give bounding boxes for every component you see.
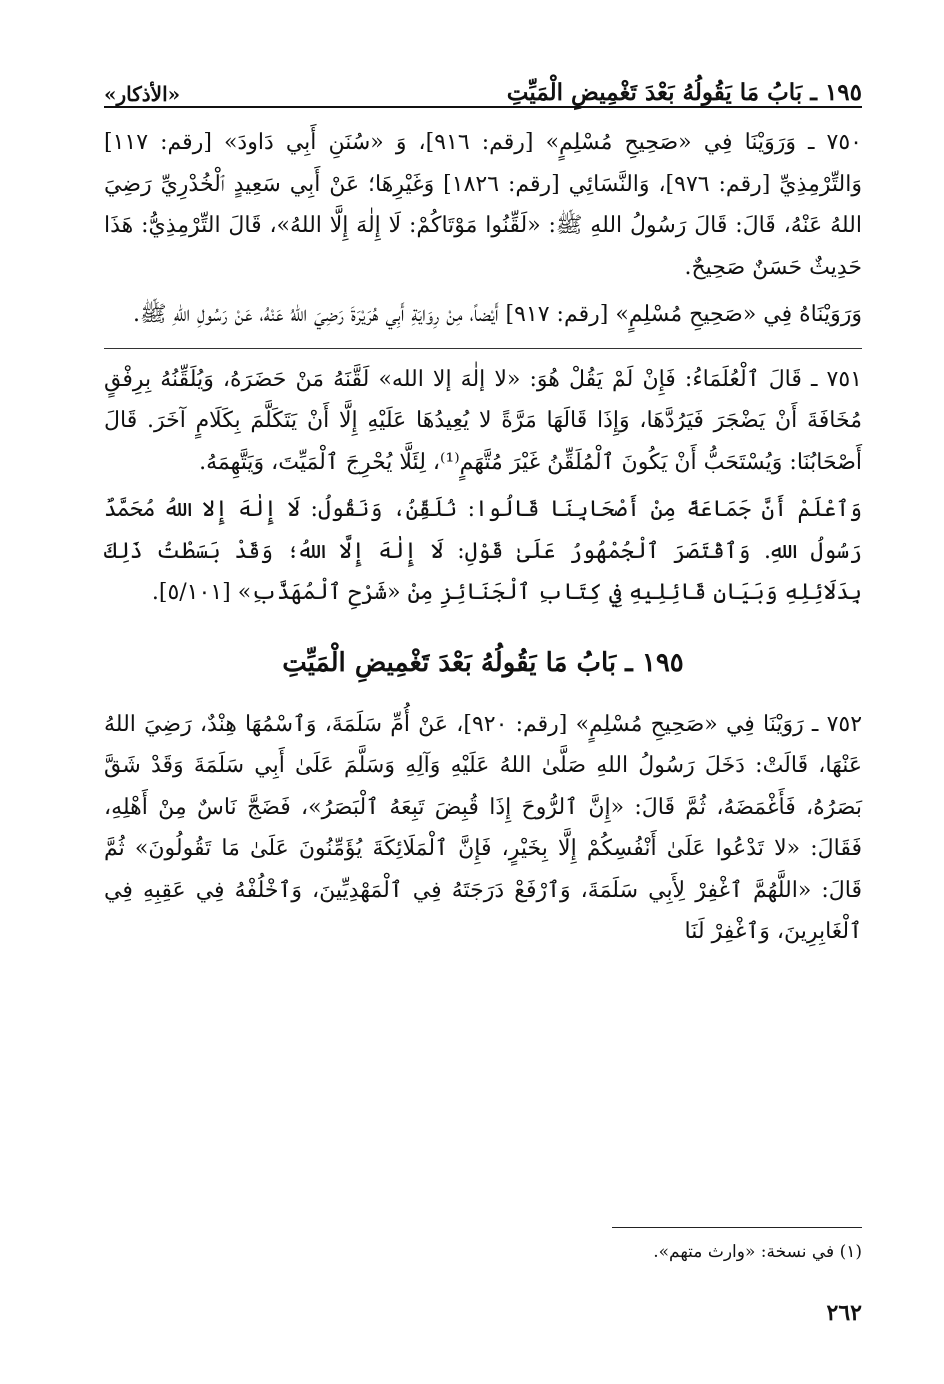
page-body — [104, 122, 862, 953]
footnote-divider — [612, 1227, 862, 1228]
paragraph-750: ٧٥٠ ـ وَرَوَيْنَا فِي «صَحِيحِ مُسْلِمٍ» [رقم: ٩١٦]، وَ «سُنَنِ أَبِي دَاودَ» [رقم: ١١٧] وَالتِّرْمِذِيِّ [رقم: ٩٧٦]، وَالنَّسَائِي [رقم: ١٨٢٦] وَغَيْرِهَا؛ عَنْ أَبِي سَعِيدٍ ٱلْخُدْرِيِّ رَضِيَ اللهُ عَنْهُ، قَالَ: قَالَ رَسُولُ اللهِ ﷺ: «لَقِّنُوا مَوْتَاكُمْ: لَا إِلٰهَ إِلَّا اللهُ»، قَالَ التِّرْمِذِيُّ: هَذَا حَدِيثٌ حَسَنٌ صَحِيحٌ. — [104, 130, 862, 280]
book-name: «الأذكار» — [104, 82, 181, 106]
paragraph-750-continued: وَرَوَيْنَاهُ فِي «صَحِيحِ مُسْلِمٍ» [رقم: ٩١٧] أَيْضاً، مِنْ رِوَايَةِ أَبِي هُرَيْرَةَ رَضِيَ اللهُ عَنْهُ، عَنْ رَسُولِ اللهِ ﷺ. — [133, 302, 862, 327]
paragraph-752: ٧٥٢ ـ رَوَيْنَا فِي «صَحِيحِ مُسْلِمٍ» [رقم: ٩٢٠]، عَنْ أُمِّ سَلَمَةَ، وَٱسْمُهَا هِنْدٌ، رَضِيَ اللهُ عَنْهَا، قَالَتْ: دَخَلَ رَسُولُ اللهِ صَلَّىٰ اللهُ عَلَيْهِ وَآلِهِ وَسَلَّمَ عَلَىٰ أَبِي سَلَمَةَ وَقَدْ شَقَّ بَصَرُهُ، فَأَغْمَضَهُ، ثُمَّ قَالَ: «إِنَّ ٱلرُّوحَ إِذَا قُبِضَ تَبِعَهُ ٱلْبَصَرُ»، فَضَجَّ نَاسٌ مِنْ أَهْلِهِ، فَقَالَ: «لا تَدْعُوا عَلَىٰ أَنْفُسِكُمْ إِلَّا بِخَيْرٍ، فَإِنَّ ٱلْمَلَائِكَةَ يُؤَمِّنُونَ عَلَىٰ مَا تَقُولُونَ» ثُمَّ قَالَ: «اللَّهُمَّ ٱغْفِرْ لِأَبِي سَلَمَةَ، وَٱرْفَعْ دَرَجَتَهُ فِي ٱلْمَهْدِيِّينَ، وَٱخْلُفْهُ فِي عَقِبِهِ فِي ٱلْغَابِرِينَ، وَٱغْفِرْ لَنَا — [104, 711, 863, 944]
paragraph-751-continued: وَٱعْلَمْ أَنَّ جَمَاعَةً مِنْ أَصْحَابِنَا قَالُوا: نُلَقِّنُ، وَنَقُولُ: لَا إِلٰهَ إِلا اللهُ مُحَمَّدٌ رَسُولُ اللهِ. وَٱقْتَصَرَ ٱلْجُمْهُورُ عَلَىٰ قَوْلِ: لَا إِلٰهَ إِلَّا اللهُ؛ وَقَدْ بَسَطْتُ ذَلِكَ بِدَلَائِلِهِ وَبَيَانِ قَائِلِيهِ فِي كِتَابِ ٱلْجَنَائِزِ مِنْ «شَرْحِ ٱلْمُهَذَّبِ» [٥/١٠١]. — [104, 497, 862, 605]
page-number: ٢٦٢ — [826, 1300, 862, 1326]
section-divider — [104, 348, 862, 349]
paragraph-751: ٧٥١ ـ قَالَ ٱلْعُلَمَاءُ: فَإِنْ لَمْ يَقُلْ هُوَ: «لا إلٰهَ إلا الله» لَقَّنَهُ مَنْ حَضَرَهُ، وَيُلَقِّنُهُ بِرِفْقٍ مُخَافَةَ أَنْ يَضْجَرَ فَيَرُدَّهَا، وَإِذَا قَالَهَا مَرَّةً لا يُعِيدُهَا عَلَيْهِ إِلَّا أَنْ يَتَكَلَّمَ بِكَلَامٍ آخَرَ. قَالَ أَصْحَابُنَا: وَيُسْتَحَبُّ أَنْ يَكُونَ ٱلْمُلَقِّنُ غَيْرَ مُتَّهَمٍ⁽¹⁾، لِئَلَّا يُحْرِجَ ٱلْمَيِّتَ، وَيَتَّهِمَهُ. — [104, 366, 862, 475]
running-head: ١٩٥ ـ بَابُ مَا يَقُولُهُ بَعْدَ تَغْمِيضِ الْمَيِّتِ — [506, 79, 862, 106]
page-header — [104, 60, 862, 108]
chapter-title: ١٩٥ ـ بَابُ مَا يَقُولُهُ بَعْدَ تَغْمِيضِ الْمَيِّتِ — [282, 647, 684, 678]
footnote: (١) في نسخة: «وارث متهم». — [653, 1242, 862, 1262]
